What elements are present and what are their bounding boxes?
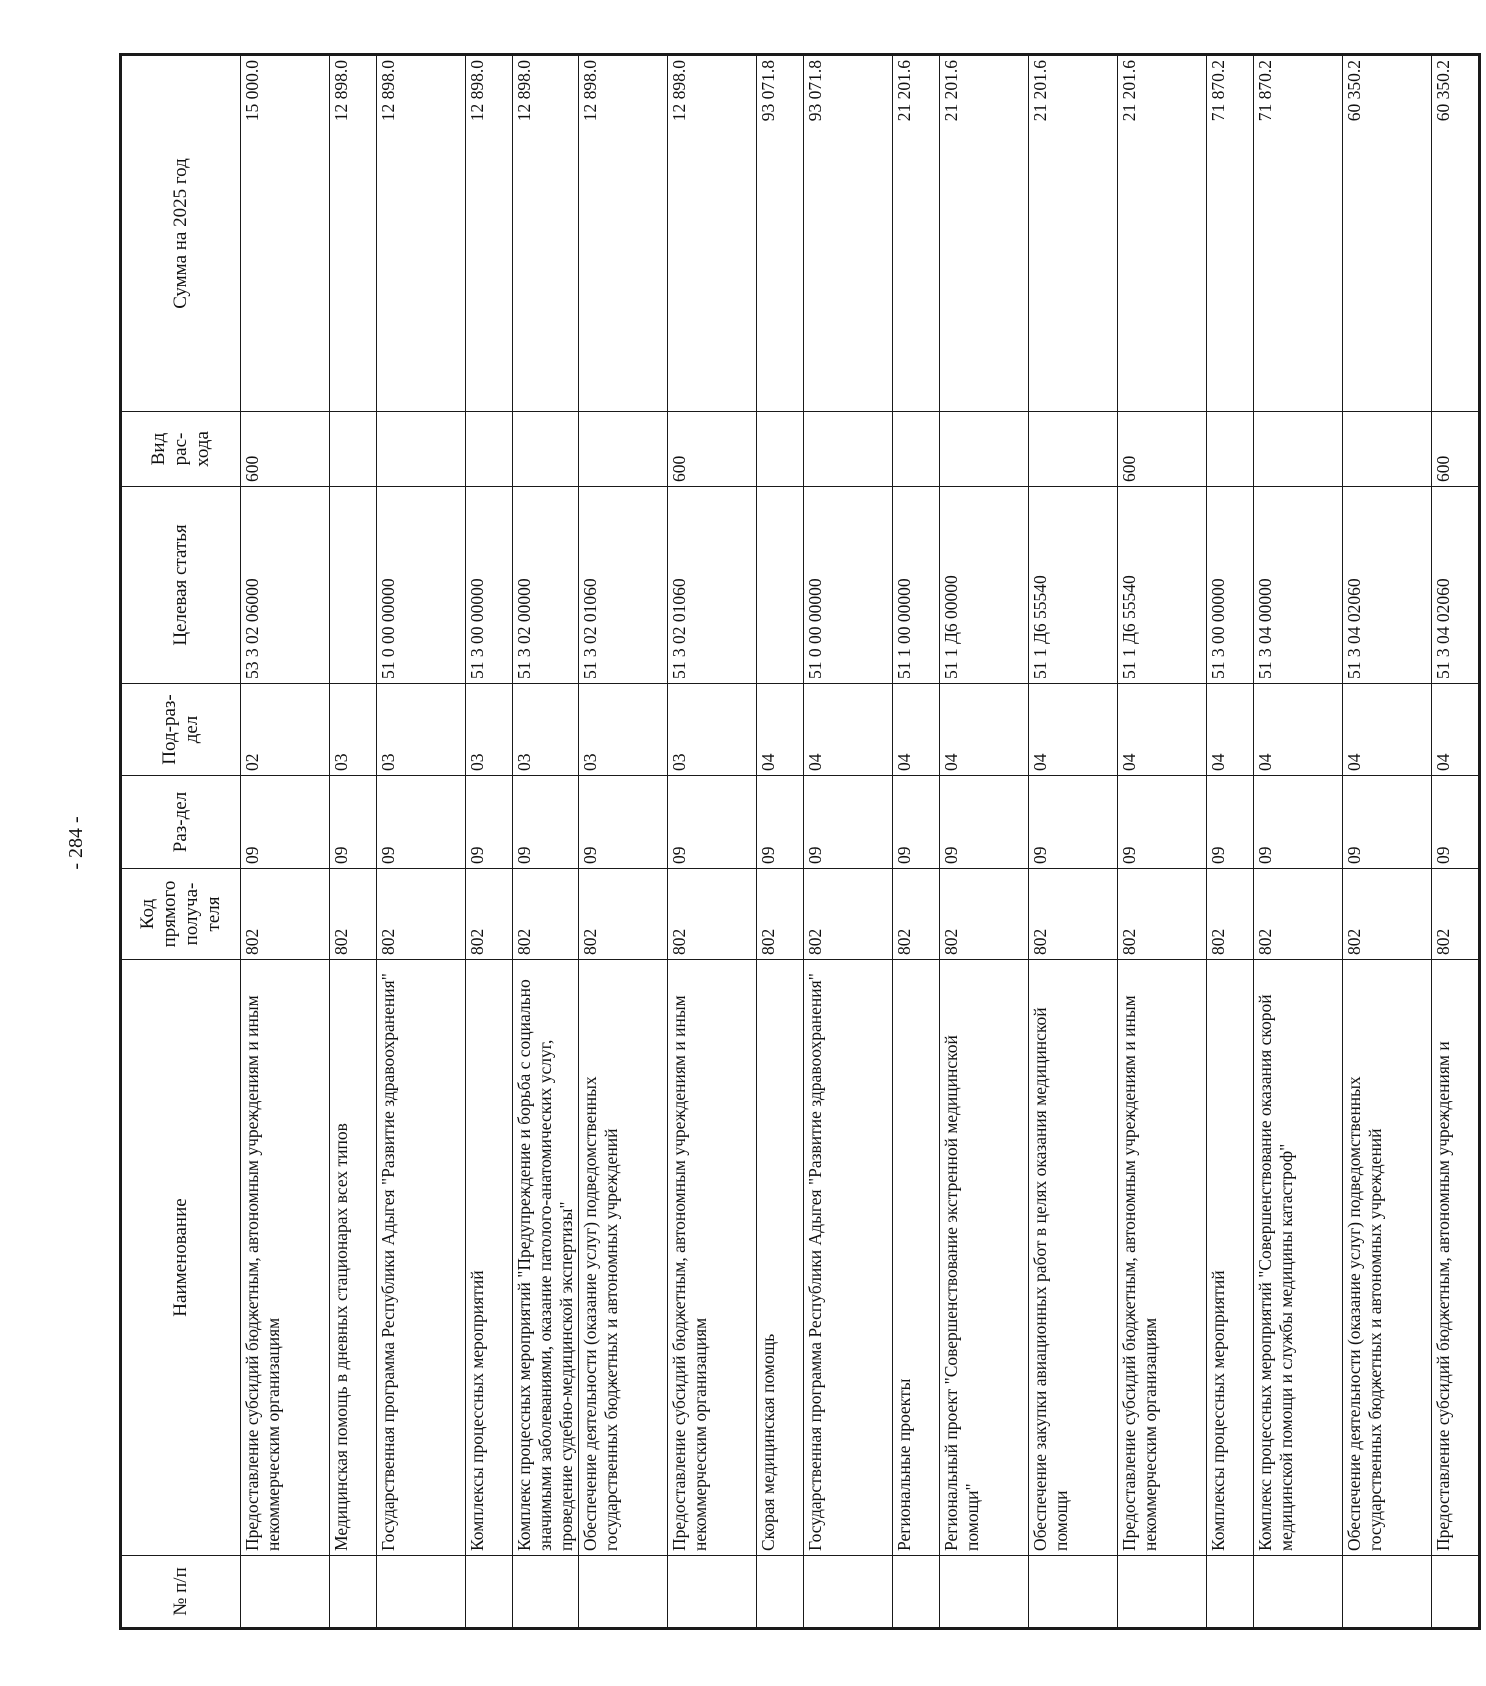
row-name: Комплексы процессных мероприятий (466, 960, 513, 1556)
row-subsection: 02 (241, 684, 330, 776)
row-expense-type (1254, 412, 1343, 487)
row-name: Государственная программа Республики Адыгея "Развитие здравоохранения" (377, 960, 466, 1556)
row-number (1432, 1556, 1479, 1628)
row-name: Комплекс процессных мероприятий "Предупреждение и борьба с социально значимыми заболеваниями, оказание патолого-анатомических услуг, проведение судебно-медицинской экспертизы" (513, 960, 579, 1556)
row-subsection: 03 (330, 684, 377, 776)
row-amount: 12 898.0 (668, 56, 757, 412)
row-expense-type (330, 412, 377, 487)
row-target-article: 51 3 04 00000 (1254, 487, 1343, 684)
row-subsection: 04 (1207, 684, 1254, 776)
row-recipient-code: 802 (668, 869, 757, 960)
row-number (330, 1556, 377, 1628)
row-target-article: 51 1 Д6 55540 (1029, 487, 1118, 684)
row-name: Обеспечение деятельности (оказание услуг) подведомственных государственных бюджетных и автономных учреждений (579, 960, 668, 1556)
row-recipient-code: 802 (1029, 869, 1118, 960)
row-recipient-code: 802 (513, 869, 579, 960)
row-recipient-code: 802 (893, 869, 940, 960)
row-expense-type (466, 412, 513, 487)
row-expense-type: 600 (1432, 412, 1479, 487)
row-number (241, 1556, 330, 1628)
table-row (940, 56, 1029, 1628)
row-section: 09 (804, 776, 893, 869)
row-subsection: 04 (1029, 684, 1118, 776)
budget-table (121, 55, 1479, 1628)
row-expense-type (940, 412, 1029, 487)
row-recipient-code: 802 (1432, 869, 1479, 960)
row-amount: 21 201.6 (940, 56, 1029, 412)
row-amount: 12 898.0 (330, 56, 377, 412)
row-recipient-code: 802 (804, 869, 893, 960)
row-name: Предоставление субсидий бюджетным, автономным учреждениям и иным некоммерческим организациям (1118, 960, 1207, 1556)
row-number (940, 1556, 1029, 1628)
row-amount: 12 898.0 (513, 56, 579, 412)
row-section: 09 (668, 776, 757, 869)
row-target-article: 51 3 02 01060 (668, 487, 757, 684)
row-name: Обеспечение деятельности (оказание услуг) подведомственных государственных бюджетных и автономных учреждений (1343, 960, 1432, 1556)
row-section: 09 (513, 776, 579, 869)
row-section: 09 (1207, 776, 1254, 869)
row-target-article: 51 0 00 00000 (377, 487, 466, 684)
header-amount: Сумма на 2025 год (122, 56, 241, 412)
page-number: - 284 - (65, 816, 87, 870)
row-subsection: 04 (1432, 684, 1479, 776)
row-subsection: 04 (757, 684, 804, 776)
header-subsection: Под-раз-дел (122, 684, 241, 776)
row-expense-type (377, 412, 466, 487)
table-row (241, 56, 330, 1628)
table-row (1432, 56, 1479, 1628)
row-number (579, 1556, 668, 1628)
header-name: Наименование (122, 960, 241, 1556)
header-expense-type: Вид рас-хода (122, 412, 241, 487)
table-row (1029, 56, 1118, 1628)
row-amount: 71 870.2 (1254, 56, 1343, 412)
row-name: Предоставление субсидий бюджетным, автономным учреждениям и (1432, 960, 1479, 1556)
row-name: Региональные проекты (893, 960, 940, 1556)
row-section: 09 (893, 776, 940, 869)
row-amount: 93 071.8 (757, 56, 804, 412)
row-recipient-code: 802 (241, 869, 330, 960)
row-subsection: 04 (1343, 684, 1432, 776)
table-row (1207, 56, 1254, 1628)
row-target-article (757, 487, 804, 684)
table-row (668, 56, 757, 1628)
row-name: Комплекс процессных мероприятий "Совершенствование оказания скорой медицинской помощи и службы медицины катастроф" (1254, 960, 1343, 1556)
row-recipient-code: 802 (330, 869, 377, 960)
row-recipient-code: 802 (1118, 869, 1207, 960)
table-row (1343, 56, 1432, 1628)
row-recipient-code: 802 (377, 869, 466, 960)
row-amount: 12 898.0 (466, 56, 513, 412)
row-name: Обеспечение закупки авиационных работ в целях оказания медицинской помощи (1029, 960, 1118, 1556)
row-target-article: 51 1 Д6 00000 (940, 487, 1029, 684)
row-number (1207, 1556, 1254, 1628)
row-number (377, 1556, 466, 1628)
row-target-article: 51 0 00 00000 (804, 487, 893, 684)
row-target-article: 51 1 Д6 55540 (1118, 487, 1207, 684)
row-amount: 12 898.0 (579, 56, 668, 412)
row-amount: 21 201.6 (893, 56, 940, 412)
row-subsection: 04 (1118, 684, 1207, 776)
row-target-article: 51 1 00 00000 (893, 487, 940, 684)
row-target-article: 53 3 02 06000 (241, 487, 330, 684)
row-section: 09 (466, 776, 513, 869)
table-header-row (122, 56, 241, 1628)
table-row (330, 56, 377, 1628)
row-recipient-code: 802 (1254, 869, 1343, 960)
row-number (757, 1556, 804, 1628)
row-amount: 93 071.8 (804, 56, 893, 412)
row-target-article: 51 3 00 00000 (466, 487, 513, 684)
row-number (513, 1556, 579, 1628)
row-section: 09 (757, 776, 804, 869)
row-recipient-code: 802 (579, 869, 668, 960)
row-section: 09 (1432, 776, 1479, 869)
row-section: 09 (1343, 776, 1432, 869)
row-amount: 60 350.2 (1343, 56, 1432, 412)
row-name: Скорая медицинская помощь (757, 960, 804, 1556)
row-amount: 12 898.0 (377, 56, 466, 412)
table-row (1254, 56, 1343, 1628)
rotated-page-content (119, 58, 1453, 1630)
row-number (1254, 1556, 1343, 1628)
row-subsection: 04 (940, 684, 1029, 776)
table-row (1118, 56, 1207, 1628)
row-name: Предоставление субсидий бюджетным, автономным учреждениям и иным некоммерческим организациям (241, 960, 330, 1556)
row-section: 09 (1029, 776, 1118, 869)
row-expense-type (1343, 412, 1432, 487)
row-recipient-code: 802 (1343, 869, 1432, 960)
row-subsection: 03 (668, 684, 757, 776)
row-number (893, 1556, 940, 1628)
row-section: 09 (940, 776, 1029, 869)
row-target-article: 51 3 04 02060 (1432, 487, 1479, 684)
row-expense-type (513, 412, 579, 487)
row-subsection: 03 (579, 684, 668, 776)
header-recipient-code: Код прямого получа-теля (122, 869, 241, 960)
row-recipient-code: 802 (940, 869, 1029, 960)
row-recipient-code: 802 (466, 869, 513, 960)
header-target-article: Целевая статья (122, 487, 241, 684)
row-number (804, 1556, 893, 1628)
row-expense-type: 600 (1118, 412, 1207, 487)
table-row (757, 56, 804, 1628)
row-expense-type (804, 412, 893, 487)
row-recipient-code: 802 (757, 869, 804, 960)
row-section: 09 (1118, 776, 1207, 869)
row-subsection: 03 (466, 684, 513, 776)
header-number: № п/п (122, 1556, 241, 1628)
table-row (513, 56, 579, 1628)
row-section: 09 (1254, 776, 1343, 869)
row-expense-type (579, 412, 668, 487)
table-row (579, 56, 668, 1628)
row-target-article: 51 3 02 00000 (513, 487, 579, 684)
table-row (893, 56, 940, 1628)
row-amount: 60 350.2 (1432, 56, 1479, 412)
header-section: Раз-дел (122, 776, 241, 869)
table-row (377, 56, 466, 1628)
row-section: 09 (579, 776, 668, 869)
row-expense-type (893, 412, 940, 487)
row-expense-type (1029, 412, 1118, 487)
row-amount: 21 201.6 (1118, 56, 1207, 412)
row-section: 09 (377, 776, 466, 869)
row-target-article: 51 3 02 01060 (579, 487, 668, 684)
row-amount: 21 201.6 (1029, 56, 1118, 412)
row-expense-type: 600 (241, 412, 330, 487)
row-name: Региональный проект "Совершенствование экстренной медицинской помощи" (940, 960, 1029, 1556)
row-recipient-code: 802 (1207, 869, 1254, 960)
row-expense-type: 600 (668, 412, 757, 487)
table-row (804, 56, 893, 1628)
row-section: 09 (241, 776, 330, 869)
row-subsection: 04 (893, 684, 940, 776)
row-name: Предоставление субсидий бюджетным, автономным учреждениям и иным некоммерческим организациям (668, 960, 757, 1556)
row-target-article (330, 487, 377, 684)
row-subsection: 03 (513, 684, 579, 776)
row-expense-type (757, 412, 804, 487)
table-row (466, 56, 513, 1628)
row-amount: 15 000.0 (241, 56, 330, 412)
row-name: Медицинская помощь в дневных стационарах всех типов (330, 960, 377, 1556)
row-number (1343, 1556, 1432, 1628)
row-subsection: 03 (377, 684, 466, 776)
row-section: 09 (330, 776, 377, 869)
budget-table-frame (119, 53, 1481, 1630)
row-number (466, 1556, 513, 1628)
row-name: Государственная программа Республики Адыгея "Развитие здравоохранения" (804, 960, 893, 1556)
row-expense-type (1207, 412, 1254, 487)
row-subsection: 04 (804, 684, 893, 776)
row-target-article: 51 3 00 00000 (1207, 487, 1254, 684)
row-amount: 71 870.2 (1207, 56, 1254, 412)
row-number (1029, 1556, 1118, 1628)
row-number (668, 1556, 757, 1628)
row-name: Комплексы процессных мероприятий (1207, 960, 1254, 1556)
row-number (1118, 1556, 1207, 1628)
row-target-article: 51 3 04 02060 (1343, 487, 1432, 684)
row-subsection: 04 (1254, 684, 1343, 776)
